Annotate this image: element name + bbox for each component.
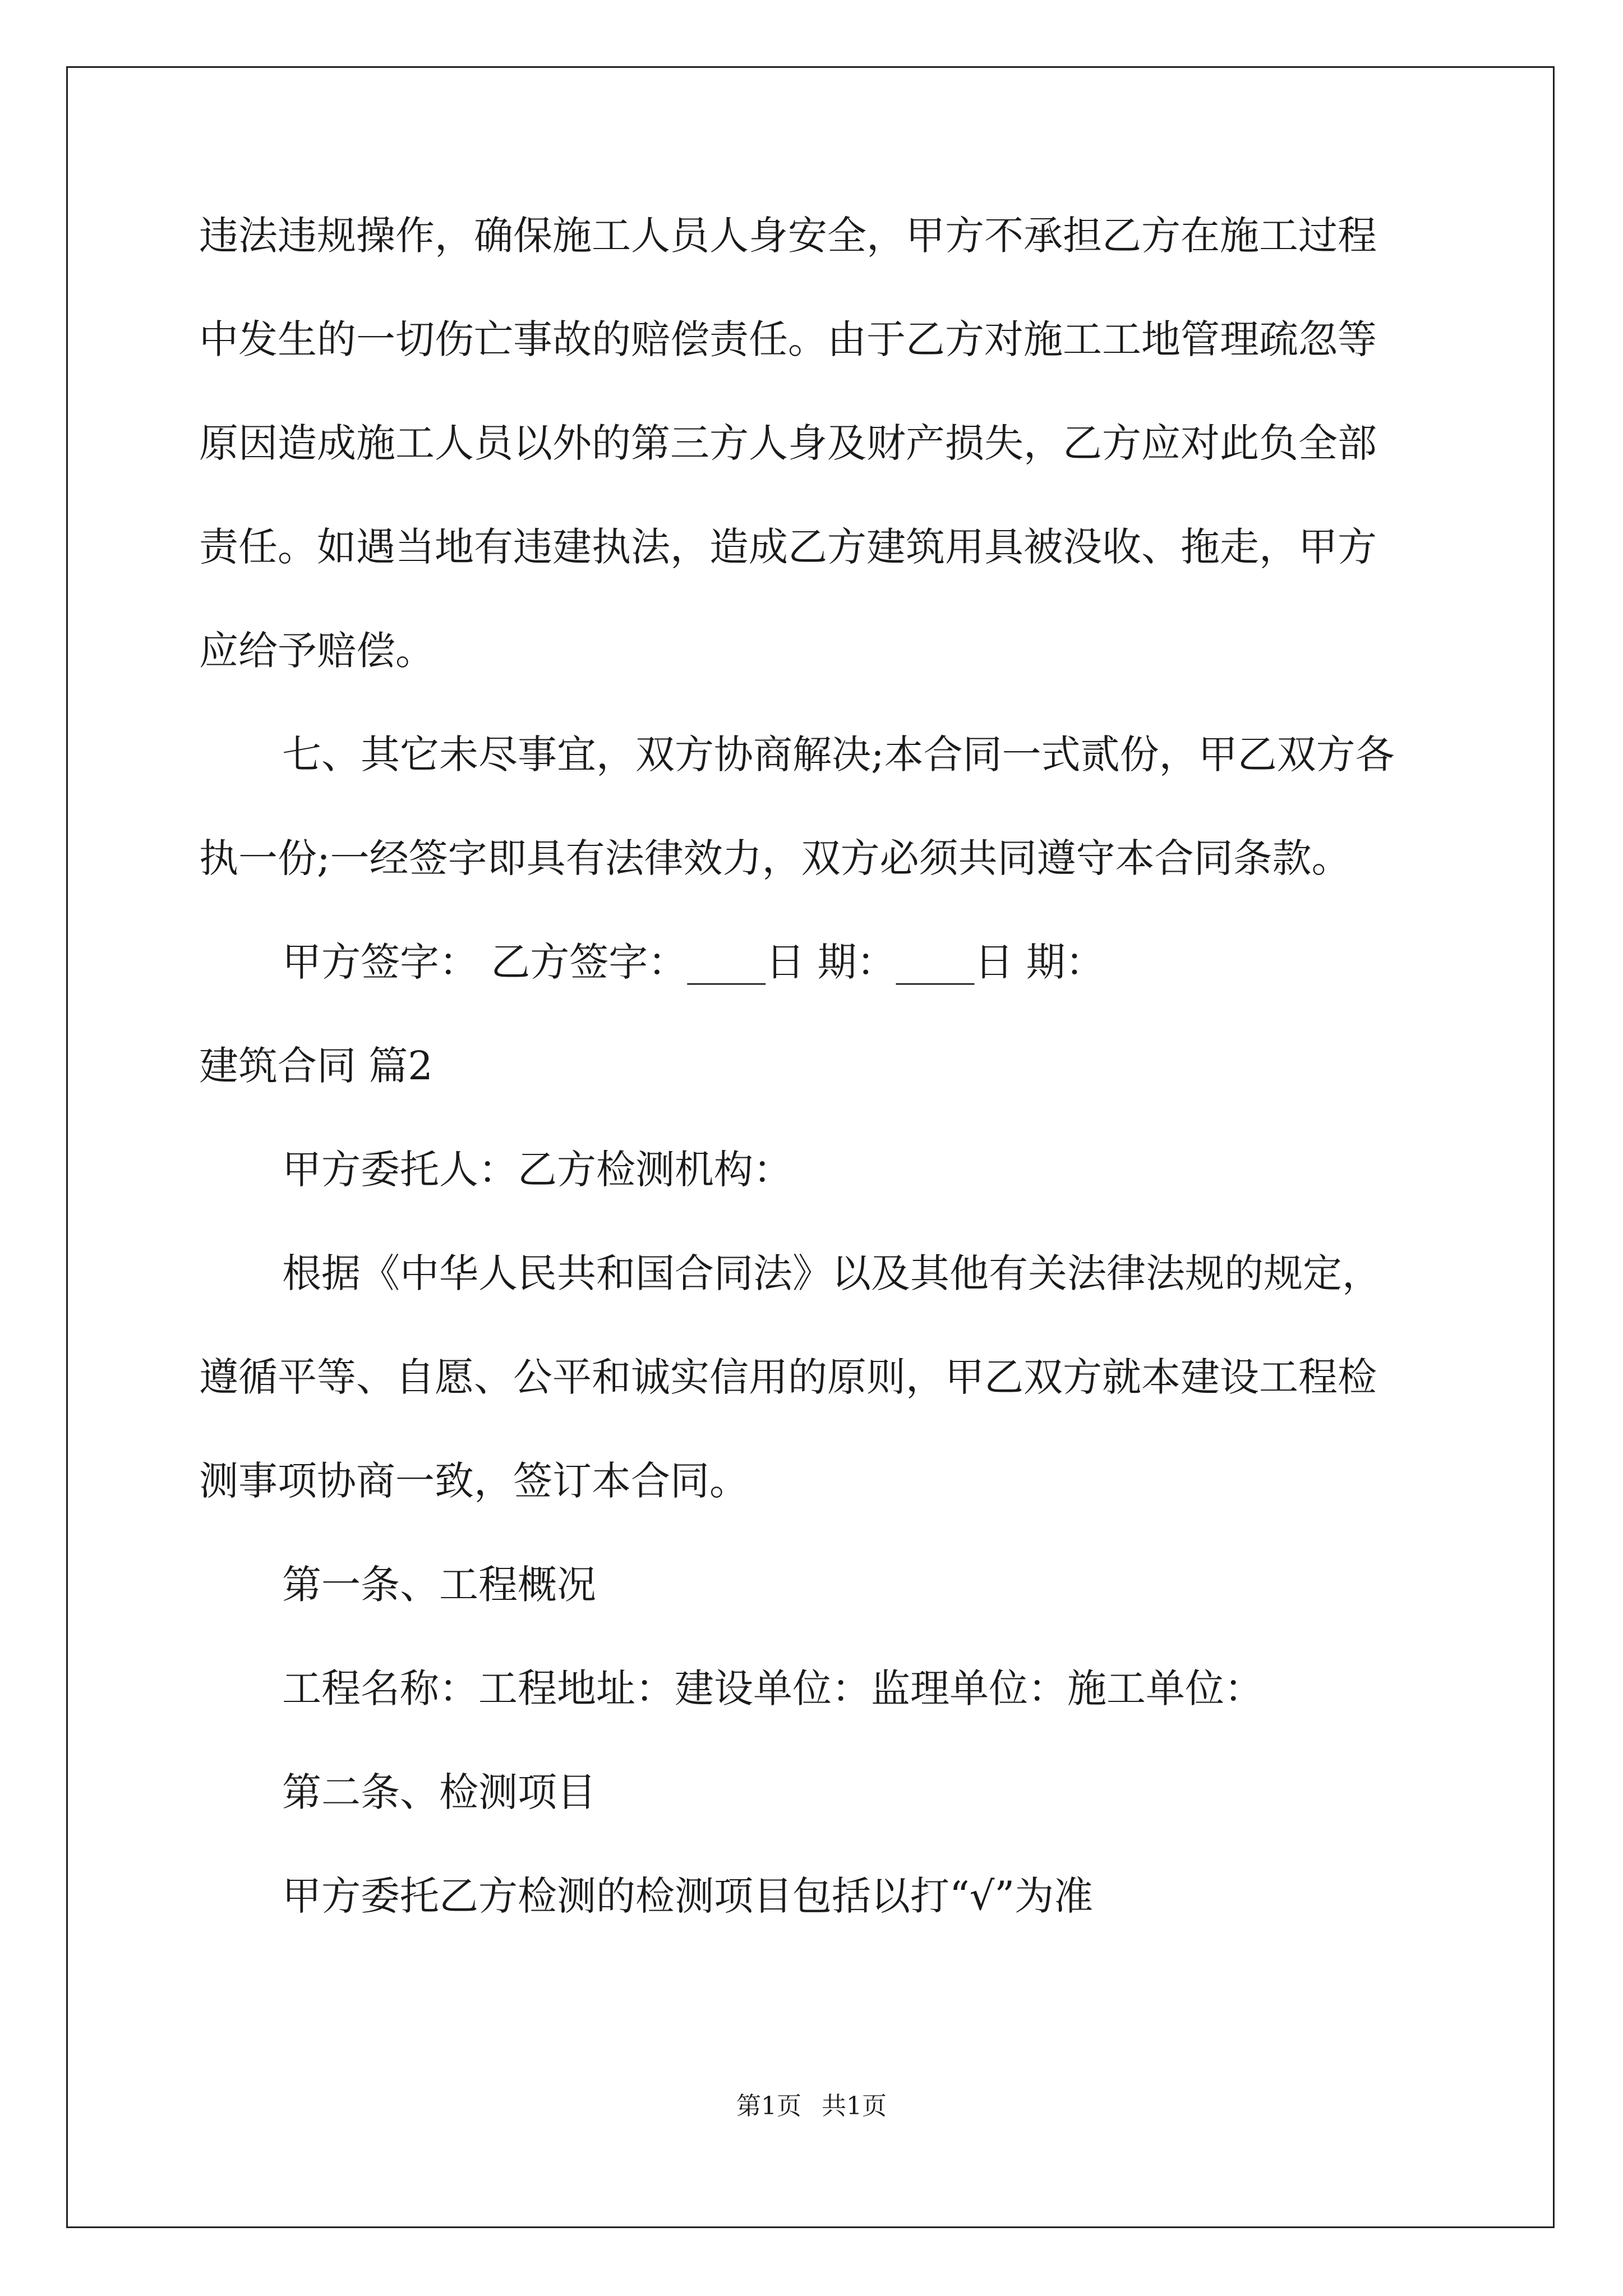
paragraph-line: 工程名称：工程地址：建设单位：监理单位：施工单位： [282, 1665, 1264, 1711]
paragraph-line: 责任。如遇当地有违建执法，造成乙方建筑用具被没收、拖走，甲方 [199, 524, 1377, 570]
paragraph-line: 中发生的一切伤亡事故的赔偿责任。由于乙方对施工工地管理疏忽等 [199, 316, 1377, 362]
paragraph-line: 根据《中华人民共和国合同法》以及其他有关法律法规的规定， [282, 1250, 1381, 1296]
page-footer [0, 2091, 1623, 2122]
paragraph-line: 测事项协商一致，签订本合同。 [199, 1458, 749, 1504]
paragraph-line: 七、其它未尽事宜，双方协商解决;本合同一式贰份，甲乙双方各 [282, 731, 1395, 777]
paragraph-line: 原因造成施工人员以外的第三方人身及财产损失，乙方应对此负全部 [199, 420, 1377, 466]
document-body [199, 210, 1433, 1975]
article-heading: 第二条、检测项目 [282, 1769, 596, 1815]
page-total: 共1页 [822, 2092, 887, 2120]
paragraph-line: 执一份;一经签字即具有法律效力，双方必须共同遵守本合同条款。 [199, 835, 1351, 881]
article-heading: 第一条、工程概况 [282, 1562, 596, 1608]
page-number: 第1页 [736, 2092, 801, 2120]
paragraph-line: 应给予赔偿。 [199, 628, 435, 674]
section-heading: 建筑合同 篇2 [199, 1043, 433, 1089]
paragraph-line: 甲方委托人：乙方检测机构： [282, 1147, 792, 1193]
paragraph-line: 遵循平等、自愿、公平和诚实信用的原则，甲乙双方就本建设工程检 [199, 1354, 1377, 1400]
signature-line: 甲方签字： 乙方签字：____日 期：____日 期： [282, 939, 1105, 985]
paragraph-line: 违法违规操作，确保施工人员人身安全，甲方不承担乙方在施工过程 [199, 213, 1377, 259]
paragraph-line: 甲方委托乙方检测的检测项目包括以打“√”为准 [282, 1873, 1094, 1919]
